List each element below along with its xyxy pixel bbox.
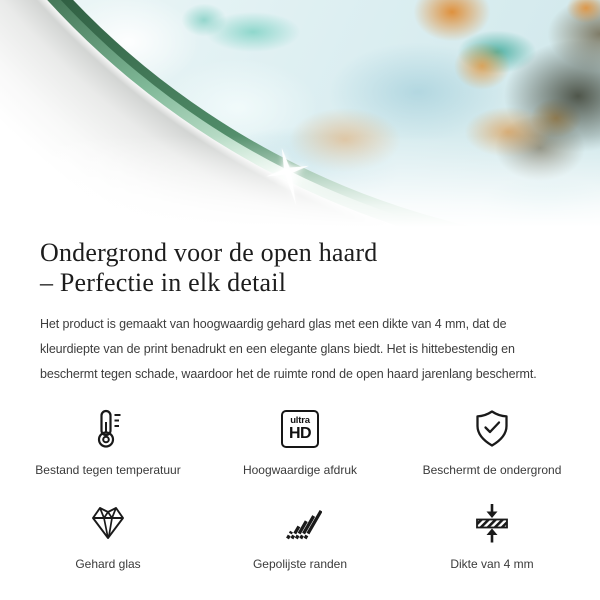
feature-label: Bestand tegen temperatuur <box>35 463 181 477</box>
feature-label: Dikte van 4 mm <box>450 557 534 571</box>
feature-tempered-glass <box>12 501 204 571</box>
image-fade-overlay <box>0 0 600 234</box>
product-description-text: Het product is gemaakt van hoogwaardig gehard glas met een dikte van 4 mm, dat de kleurdiepte van de print benadrukt en een elegante glans biedt. Het is hittebestendig en beschermt tegen schade, waardoor het de ruimte rond de open haard jarenlang beschermt. <box>40 317 537 381</box>
page-title-line2: – Perfectie in elk detail <box>40 268 287 297</box>
thermometer-icon <box>86 407 130 451</box>
feature-temperature <box>12 407 204 477</box>
feature-label: Beschermt de ondergrond <box>422 463 562 477</box>
product-hero-image <box>0 0 600 234</box>
diamond-icon <box>86 501 130 545</box>
description-block <box>0 238 600 387</box>
feature-label: Gehard glas <box>75 557 141 571</box>
ultra-hd-badge-bottom-text: HD <box>288 425 312 442</box>
feature-thickness <box>396 501 588 571</box>
polished-edges-icon <box>278 501 322 545</box>
page-title <box>40 238 560 298</box>
feature-polished-edges <box>204 501 396 571</box>
ultra-hd-icon <box>281 407 319 451</box>
ultra-hd-badge-top-text: ultra <box>290 415 310 426</box>
thickness-icon <box>470 501 514 545</box>
page-title-line1: Ondergrond voor de open haard <box>40 238 378 267</box>
shield-check-icon <box>470 407 514 451</box>
feature-label: Gepolijste randen <box>252 557 348 571</box>
ultra-hd-badge <box>281 410 319 448</box>
feature-grid <box>0 407 600 571</box>
feature-protection <box>396 407 588 477</box>
feature-print-quality <box>204 407 396 477</box>
feature-label: Hoogwaardige afdruk <box>242 463 358 477</box>
